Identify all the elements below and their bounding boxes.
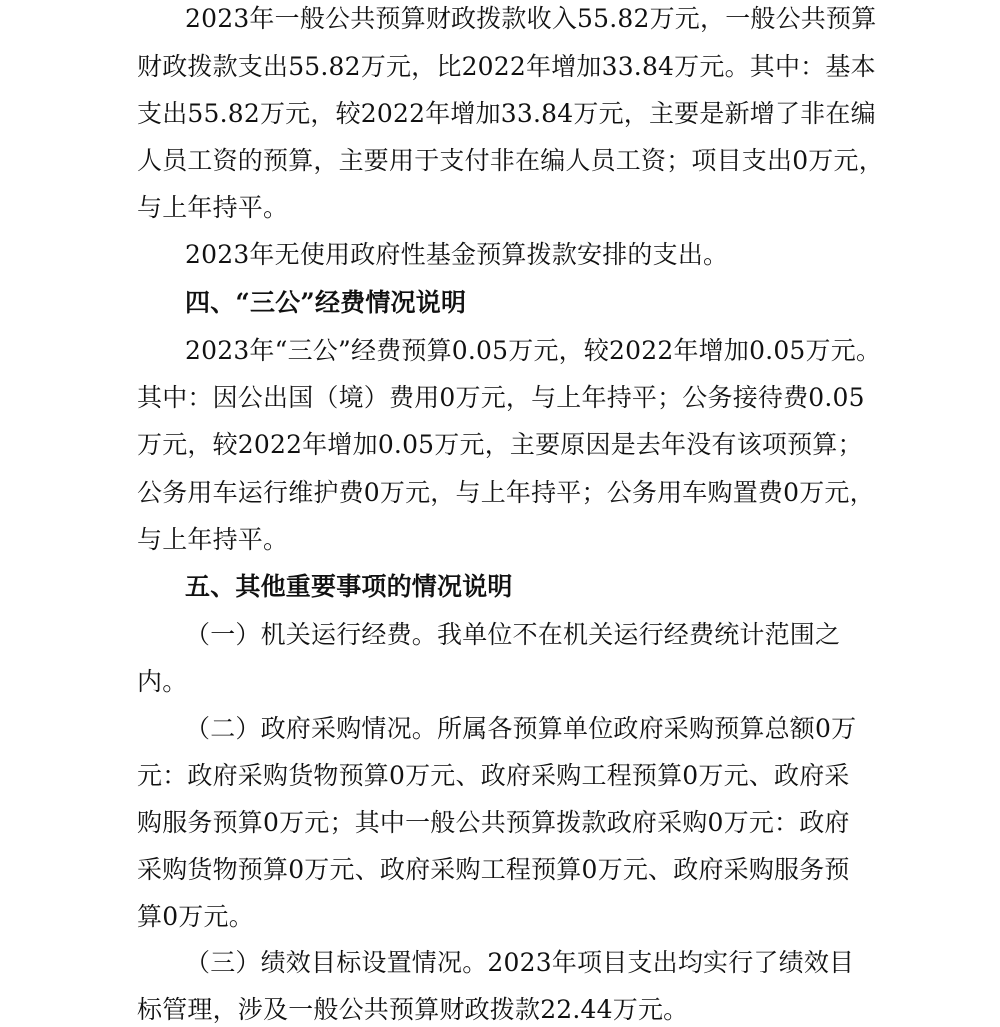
body-line: （一）机关运行经费。我单位不在机关运行经费统计范围之 — [185, 620, 841, 649]
body-line: 采购货物预算0万元、政府采购工程预算0万元、政府采购服务预 — [137, 855, 850, 884]
body-line: 其中：因公出国（境）费用0万元，与上年持平；公务接待费0.05 — [137, 383, 865, 412]
body-line: （二）政府采购情况。所属各预算单位政府采购预算总额0万 — [185, 714, 857, 743]
body-line: 人员工资的预算，主要用于支付非在编人员工资；项目支出0万元， — [137, 146, 884, 175]
body-line: 支出55.82万元，较2022年增加33.84万元，主要是新增了非在编 — [137, 99, 876, 128]
body-line: 2023年无使用政府性基金预算拨款安排的支出。 — [185, 240, 729, 269]
section-heading: 五、其他重要事项的情况说明 — [185, 572, 513, 601]
body-line: 2023年一般公共预算财政拨款收入55.82万元，一般公共预算 — [185, 4, 877, 33]
body-line: 算0万元。 — [137, 902, 254, 931]
body-line: 与上年持平。 — [137, 525, 289, 554]
body-line: 元：政府采购货物预算0万元、政府采购工程预算0万元、政府采 — [137, 761, 850, 790]
body-line: 公务用车运行维护费0万元，与上年持平；公务用车购置费0万元， — [137, 478, 875, 507]
body-line: 财政拨款支出55.82万元，比2022年增加33.84万元。其中：基本 — [137, 52, 876, 81]
section-heading: 四、“三公”经费情况说明 — [185, 288, 467, 317]
body-line: 2023年“三公”经费预算0.05万元，较2022年增加0.05万元。 — [185, 336, 882, 365]
body-line: 与上年持平。 — [137, 193, 289, 222]
body-line: 万元，较2022年增加0.05万元，主要原因是去年没有该项预算； — [137, 430, 863, 459]
body-line: 标管理，涉及一般公共预算财政拨款22.44万元。 — [137, 995, 689, 1024]
body-line: 内。 — [137, 667, 188, 696]
body-line: 购服务预算0万元；其中一般公共预算拨款政府采购0万元：政府 — [137, 808, 850, 837]
body-line: （三）绩效目标设置情况。2023年项目支出均实行了绩效目 — [185, 948, 855, 977]
